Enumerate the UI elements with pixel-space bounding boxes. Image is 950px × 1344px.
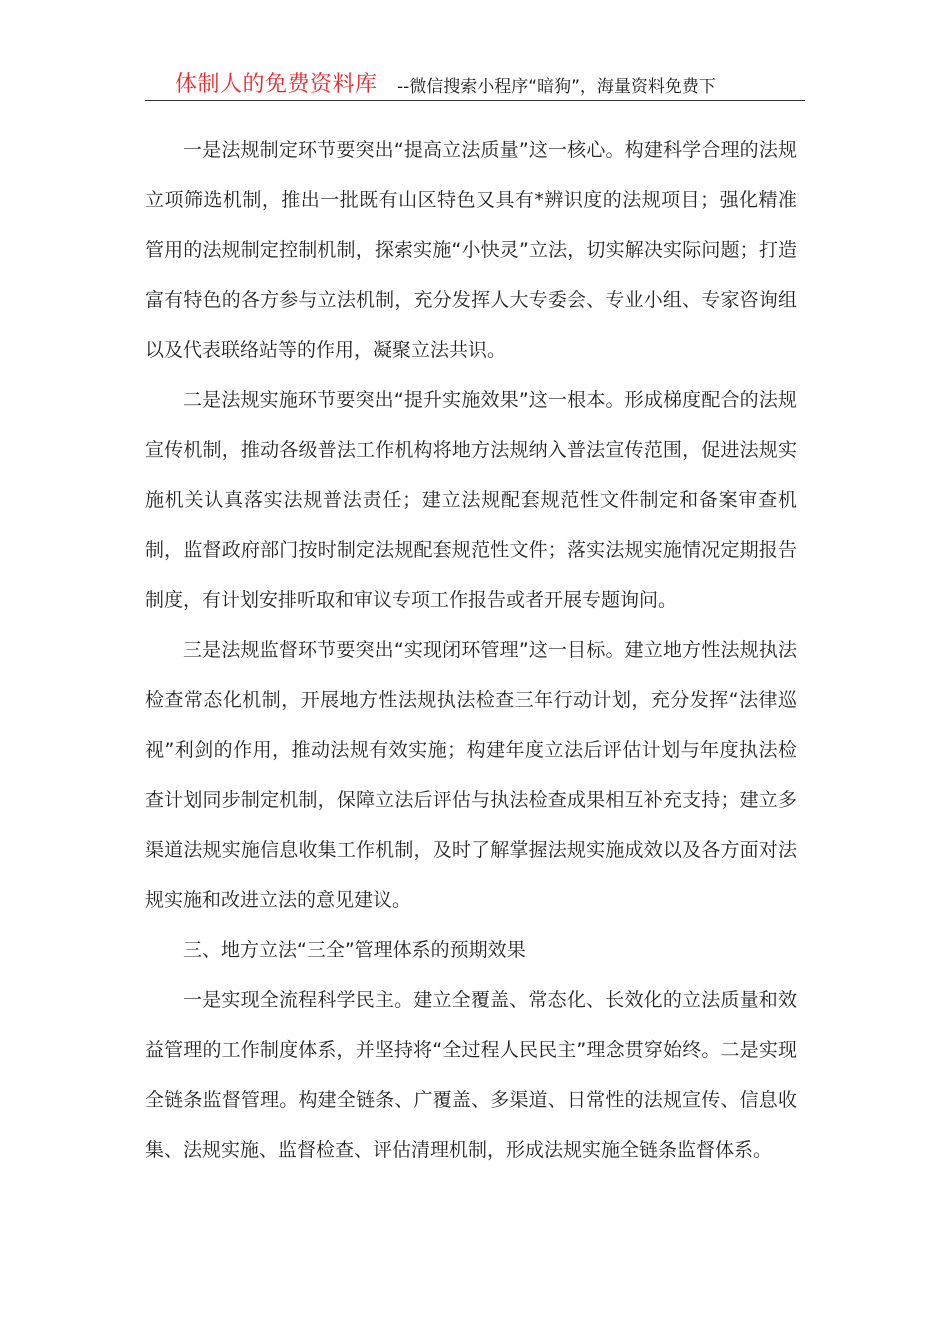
paragraph-supervision: 三是法规监督环节要突出“实现闭环管理”这一目标。建立地方性法规执法检查常态化机制，开展地方性法规执法检查三年行动计划，充分发挥“法律巡视”利剑的作用，推动法规有效实施；构建年度立法后评估计划与年度执法检查计划同步制定机制，保障立法后评估与执法检查成果相互补充支持；建立多渠道法规实施信息收集工作机制，及时了解掌握法规实施成效以及各方面对法规实施和改进立法的意见建议。 [145, 639, 797, 911]
header-brand: 体制人的免费资料库 [175, 72, 378, 97]
document-body [145, 125, 797, 1175]
section-heading: 三、地方立法“三全”管理体系的预期效果 [183, 939, 526, 961]
paragraph-expected-effects: 一是实现全流程科学民主。建立全覆盖、常态化、长效化的立法质量和效益管理的工作制度体系，并坚持将“全过程人民民主”理念贯穿始终。二是实现全链条监督管理。构建全链条、广覆盖、多渠道、日常性的法规宣传、信息收集、法规实施、监督检查、评估清理机制，形成法规实施全链条监督体系。 [145, 989, 797, 1161]
header-tagline: --微信搜索小程序“暗狗”，海量资料免费下 [397, 77, 716, 97]
paragraph-implementation: 二是法规实施环节要突出“提升实施效果”这一根本。形成梯度配合的法规宣传机制，推动各级普法工作机构将地方法规纳入普法宣传范围，促进法规实施机关认真落实法规普法责任；建立法规配套规范性文件制定和备案审查机制，监督政府部门按时制定法规配套规范性文件；落实法规实施情况定期报告制度，有计划安排听取和审议专项工作报告或者开展专题询问。 [145, 389, 797, 611]
page-header [145, 66, 805, 101]
paragraph-legislation: 一是法规制定环节要突出“提高立法质量”这一核心。构建科学合理的法规立项筛选机制，推出一批既有山区特色又具有*辨识度的法规项目；强化精准管用的法规制定控制机制，探索实施“小快灵”立法，切实解决实际问题；打造富有特色的各方参与立法机制，充分发挥人大专委会、专业小组、专家咨询组以及代表联络站等的作用，凝聚立法共识。 [145, 139, 797, 361]
